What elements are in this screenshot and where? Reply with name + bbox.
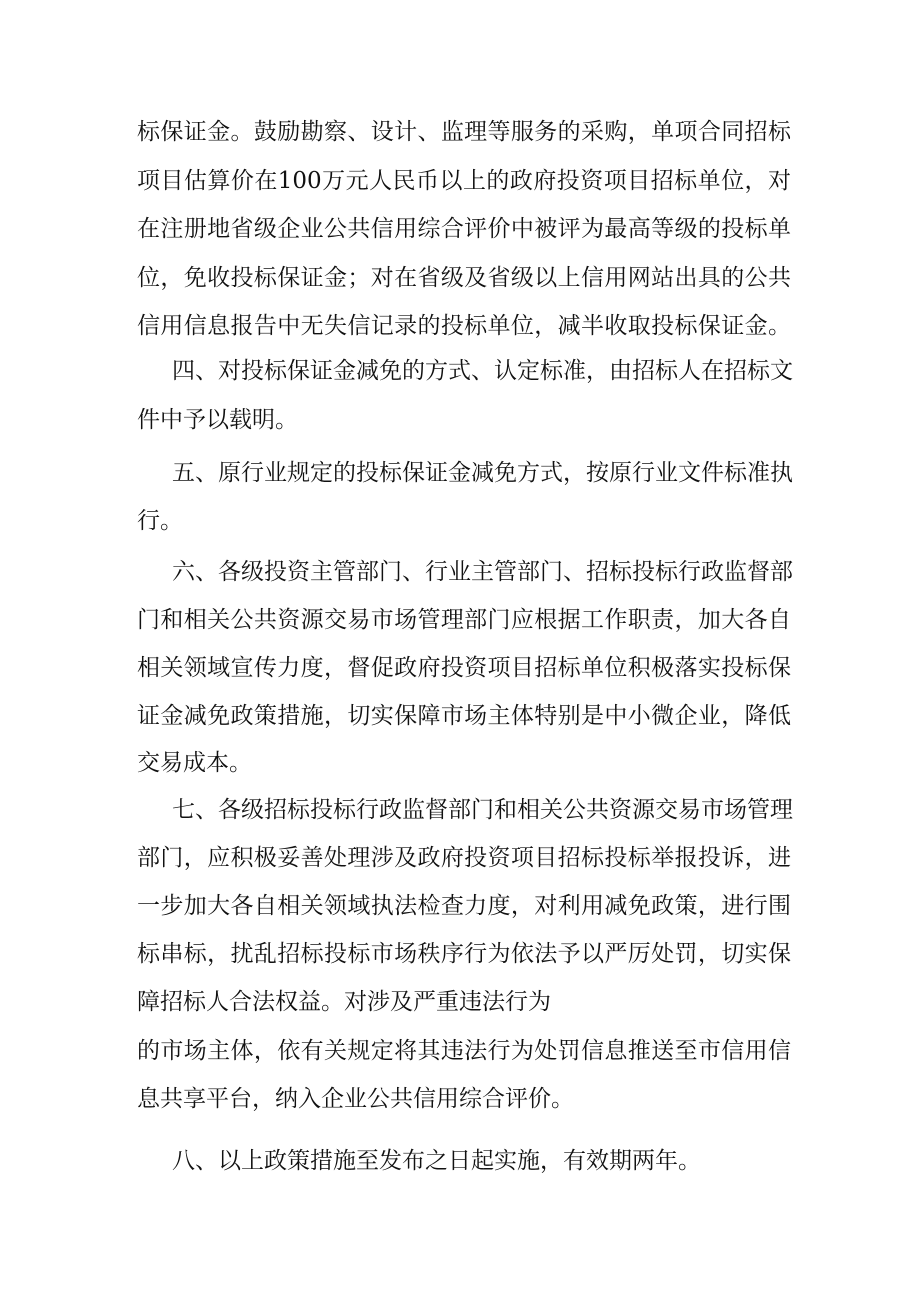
text-line: 六、各级投资主管部门、行业主管部门、招标投标行政监督部 <box>172 559 793 585</box>
text-line: 八、以上政策措施至发布之日起实施，有效期两年。 <box>172 1148 701 1174</box>
text-line: 一步加大各自相关领域执法检查力度，对利用减免政策，进行围 <box>137 893 791 919</box>
text-line: 项目估算价在100万元人民币以上的政府投资项目招标单位，对 <box>137 168 791 194</box>
text-line: 五、原行业规定的投标保证金减免方式，按原行业文件标准执 <box>172 460 793 486</box>
text-line: 的市场主体，依有关规定将其违法行为处罚信息推送至市信用信 <box>137 1038 791 1064</box>
text-line: 门和相关公共资源交易市场管理部门应根据工作职责，加大各自 <box>137 607 791 633</box>
text-line: 在注册地省级企业公共信用综合评价中被评为最高等级的投标单 <box>137 216 791 242</box>
text-line: 位，免收投标保证金；对在省级及省级以上信用网站出具的公共 <box>137 265 791 291</box>
text-line: 息共享平台，纳入企业公共信用综合评价。 <box>137 1086 574 1112</box>
text-line: 四、对投标保证金减免的方式、认定标准，由招标人在招标文 <box>172 358 793 384</box>
text-line: 障招标人合法权益。对涉及严重违法行为 <box>137 989 551 1015</box>
text-line: 信用信息报告中无失信记录的投标单位，减半收取投标保证金。 <box>137 313 791 339</box>
text-line: 行。 <box>137 508 183 534</box>
text-line: 标串标，扰乱招标投标市场秩序行为依法予以严厉处罚，切实保 <box>137 941 791 967</box>
text-line: 七、各级招标投标行政监督部门和相关公共资源交易市场管理 <box>172 797 793 823</box>
text-line: 标保证金。鼓励勘察、设计、监理等服务的采购，单项合同招标 <box>137 119 791 145</box>
text-line: 件中予以载明。 <box>137 407 298 433</box>
text-line: 部门，应积极妥善处理涉及政府投资项目招标投标举报投诉，进 <box>137 845 791 871</box>
text-line: 相关领域宣传力度，督促政府投资项目招标单位积极落实投标保 <box>137 655 791 681</box>
text-line: 证金减免政策措施，切实保障市场主体特别是中小微企业，降低 <box>137 703 791 729</box>
text-line: 交易成本。 <box>137 750 252 776</box>
